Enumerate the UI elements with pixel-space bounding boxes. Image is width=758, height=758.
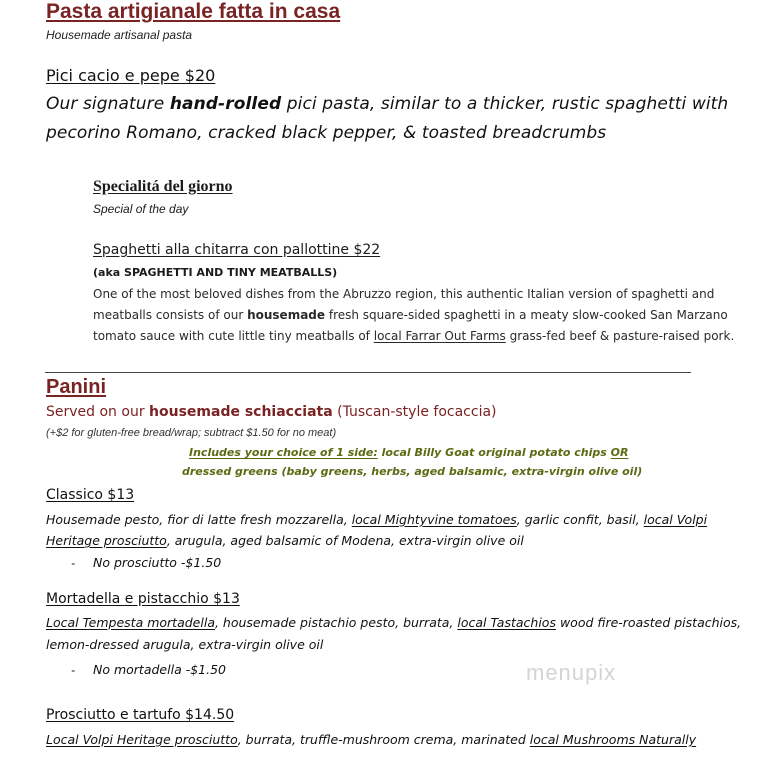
mortadella-option: No mortadella -$1.50 — [93, 662, 226, 677]
classico-description-line1: Housemade pesto, fior di latte fresh mozzarella, local Mightyvine tomatoes, garlic confit, basil, local Volpi — [46, 512, 708, 527]
panini-side-line1: Includes your choice of 1 side: local Billy Goat original potato chips OR — [189, 446, 629, 459]
panini-section-title: Panini — [46, 376, 107, 398]
panini-note: (+$2 for gluten-free bread/wrap; subtract $1.50 for no meat) — [46, 427, 337, 439]
mortadella-bullet-dash: - — [71, 663, 75, 677]
pasta-section-title: Pasta artigianale fatta in casa — [46, 0, 341, 23]
panini-subtitle: Served on our housemade schiacciata (Tuscan-style focaccia) — [46, 404, 497, 420]
section-divider — [45, 372, 691, 373]
panini-side-line2: dressed greens (baby greens, herbs, aged balsamic, extra-virgin olive oil) — [182, 465, 643, 478]
spaghetti-aka: (aka SPAGHETTI AND TINY MEATBALLS) — [93, 266, 338, 279]
classico-description-line2: Heritage prosciutto, arugula, aged balsamic of Modena, extra-virgin olive oil — [46, 533, 524, 548]
prosciutto-item-name: Prosciutto e tartufo $14.50 — [46, 707, 235, 723]
pici-description-line2: pecorino Romano, cracked black pepper, & toasted breadcrumbs — [46, 123, 607, 143]
mortadella-description-line2: lemon-dressed arugula, extra-virgin olive oil — [46, 637, 324, 652]
mortadella-item-name: Mortadella e pistacchio $13 — [46, 591, 240, 607]
classico-option: No prosciutto -$1.50 — [93, 555, 222, 570]
mortadella-description-line1: Local Tempesta mortadella, housemade pistachio pesto, burrata, local Tastachios wood fire-roasted pistachios, — [46, 615, 742, 630]
spaghetti-description-line1: One of the most beloved dishes from the Abruzzo region, this authentic Italian version of spaghetti and — [93, 287, 715, 301]
pasta-section-subtitle: Housemade artisanal pasta — [46, 28, 193, 42]
special-section-subtitle: Special of the day — [93, 202, 189, 216]
pici-item-name: Pici cacio e pepe $20 — [46, 66, 216, 85]
prosciutto-description-line1: Local Volpi Heritage prosciutto, burrata, truffle-mushroom crema, marinated local Mushrooms Naturally — [46, 732, 697, 747]
watermark: menupix — [526, 660, 617, 685]
classico-item-name: Classico $13 — [46, 487, 135, 503]
spaghetti-description-line2: meatballs consists of our housemade fresh square-sided spaghetti in a meaty slow-cooked San Marzano — [93, 308, 728, 322]
spaghetti-description-line3: tomato sauce with cute little tiny meatballs of local Farrar Out Farms grass-fed beef & pasture-raised pork. — [93, 329, 735, 343]
spaghetti-item-name: Spaghetti alla chitarra con pallottine $22 — [93, 242, 381, 258]
special-section-title: Specialitá del giorno — [93, 178, 233, 195]
classico-bullet-dash: - — [71, 556, 75, 570]
pici-description-line1: Our signature hand-rolled pici pasta, similar to a thicker, rustic spaghetti with — [46, 94, 729, 114]
